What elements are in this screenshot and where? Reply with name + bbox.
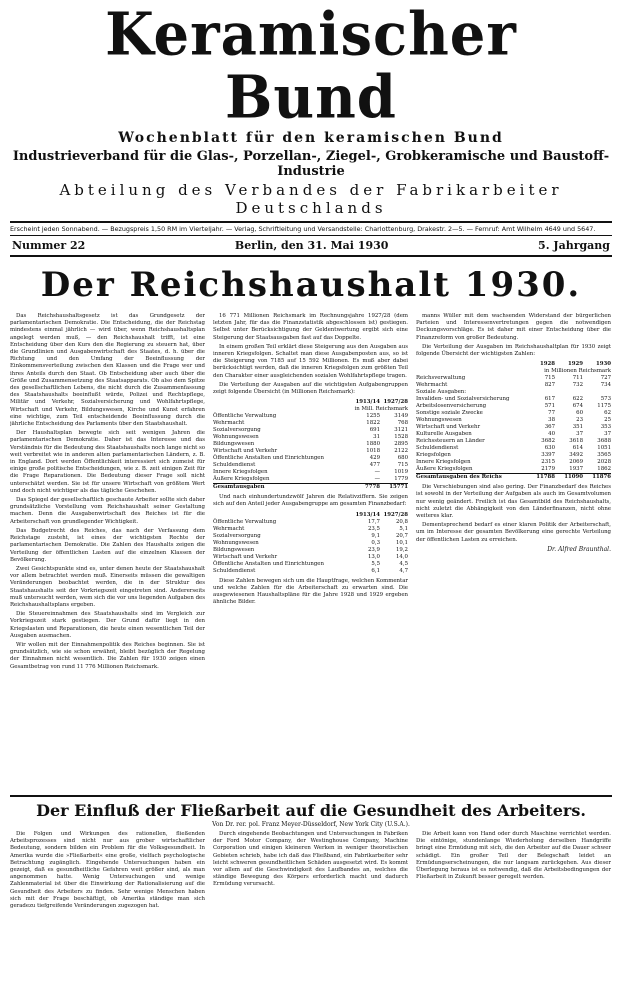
table-cell: 6,1 — [371, 567, 380, 574]
paragraph: Die Arbeit kann von Hand oder durch Maschine verrichtet werden. Die eintönige, stundenlange Wiederholung derselben Handgriffe bringt eine Ermüdung mit sich, die den Arbeiter auf die Dauer schwer schädigt. Ein großer Teil der Belegschaft leidet an Ermüdungserscheinungen, die nur langsam zurückgehen. Aus dieser Überlegung heraus ist es notwendig, daß die Arbeitsbedingungen der Fließarbeit in Zukunft besser geregelt werden. — [416, 831, 611, 881]
table-cell: 14,0 — [395, 553, 408, 560]
table-row — [213, 540, 408, 547]
table-cell: 7778 — [352, 484, 380, 492]
table-cell: 715 — [544, 375, 555, 382]
table-cell: 367 — [544, 424, 555, 431]
table-cell: 38 — [548, 417, 555, 424]
table-cell: Kulturelle Ausgaben — [416, 431, 472, 438]
table-cell: 4,7 — [399, 567, 408, 574]
table-row — [213, 568, 408, 575]
paragraph: Das Budgetrecht des Reiches, das nach der Verfassung dem Reichstage zusteht, ist eines der wichtigsten Rechte der parlamentarischen Demokratie. Die Zahlen des Haushalts zeigen die Verteilung der öffentlichen Lasten auf die einzelnen Klassen der Bevölkerung. — [10, 527, 205, 563]
table-cell: 17,7 — [367, 518, 380, 525]
paragraph: Dementsprechend bedarf es einer klaren Politik der Arbeiterschaft, um im Interesse der gesamten Bevölkerung eine gerechte Verteilung der öffentlichen Lasten zu erreichen. — [416, 522, 611, 543]
table-header-cell — [213, 399, 352, 406]
table-header-row — [213, 399, 408, 406]
table-cell: 351 — [572, 424, 583, 431]
paragraph: 16 771 Millionen Reichsmark im Rechnungsjahre 1927/28 (dem letzten Jahr, für das die Finanzstatistik abgeschlossen ist) gestiegen. Selbst unter Berücksichtigung der Geldentwertung ergibt sich eine Steigerung der Staatsausgaben fast auf das Doppelte. — [213, 313, 408, 341]
table-cell: 13,0 — [367, 553, 380, 560]
table-cell: Wirtschaft und Verkehr — [213, 448, 278, 455]
issue-number: Nummer 22 — [12, 239, 86, 252]
table-cell: 60 — [576, 410, 583, 417]
table-cell: 3688 — [597, 438, 611, 445]
table-cell: Wohnungswesen — [213, 539, 259, 546]
table-cell: Öffentliche Anstalten und Einrichtungen — [213, 455, 324, 462]
table-cell: 11788 — [527, 474, 555, 482]
table-cell: 3618 — [569, 438, 583, 445]
issue-date: Berlin, den 31. Mai 1930 — [234, 239, 389, 252]
table-cell: 5,5 — [371, 560, 380, 567]
table-cell: Kriegsfolgen — [416, 452, 451, 459]
table-cell: 23 — [576, 417, 583, 424]
table-cell: 734 — [600, 382, 611, 389]
table-cell: 1880 — [366, 441, 380, 448]
article2-byline: Von Dr. rer. pol. Franz Meyer-Düsseldorf, New York City (U.S.A.). — [212, 821, 410, 828]
article-columns — [10, 313, 612, 791]
table-header-cell: 1927/28 — [383, 511, 408, 518]
table-cell: 10,1 — [395, 539, 408, 546]
table-header-cell: 1930 — [595, 361, 611, 368]
table-cell: 768 — [397, 420, 408, 427]
article2-title: Der Einfluß der Fließarbeit auf die Gesundheit des Arbeiters. — [36, 801, 586, 820]
table-cell: 2122 — [394, 448, 408, 455]
table-cell: 1018 — [366, 448, 380, 455]
table-row — [213, 519, 408, 526]
table-cell: Sozialversorgung — [213, 427, 261, 434]
table-cell: 429 — [369, 455, 380, 462]
table-cell: Reichssteuern an Länder — [416, 438, 485, 445]
table-cell: 1779 — [394, 476, 408, 483]
table-body — [416, 375, 611, 474]
paragraph: Die Steuereinnahmen des Staatshaushalts sind im Vergleich zur Vorkriegszeit stark gestiegen. Der Grund dafür liegt in den Kriegslasten und Reparationen, die heute einen wesentlichen Teil der Ausgaben ausmachen. — [10, 611, 205, 639]
table-cell: 2179 — [541, 466, 555, 473]
table-cell: 77 — [548, 410, 555, 417]
table-cell: Bildungswesen — [213, 546, 255, 553]
table-cell: Gesamtausgaben — [213, 484, 352, 492]
table-total-row — [213, 484, 408, 492]
table-cell: 727 — [600, 375, 611, 382]
newspaper-page — [10, 0, 612, 910]
table-cell: 62 — [604, 410, 611, 417]
table-row — [213, 561, 408, 568]
table-cell: 1937 — [569, 466, 583, 473]
column-1 — [10, 313, 205, 791]
table-row — [213, 434, 408, 441]
table-row — [213, 441, 408, 448]
table-cell: Schuldendienst — [416, 445, 459, 452]
table-cell: 3121 — [394, 427, 408, 434]
table-cell: 622 — [572, 396, 583, 403]
table-cell: Sonstige soziale Zwecke — [416, 410, 483, 417]
table-row — [213, 533, 408, 540]
table-cell: 3682 — [541, 438, 555, 445]
table-cell: 1255 — [366, 413, 380, 420]
table-cell: 4,5 — [399, 560, 408, 567]
paragraph: Diese Zahlen bewegen sich um die Hauptfrage, welchen Kommentar und welche Zahlen für die Arbeiterschaft zu erwarten sind. Die ausgewiesenen Haushaltspläne für die Jahre 1928 und 1929 ergeben ähnliche Bilder. — [213, 577, 408, 606]
masthead-department: Abteilung des Verbandes der Fabrikarbeiter Deutschlands — [59, 181, 563, 217]
article2-columns — [10, 831, 612, 981]
article2-column-2 — [213, 831, 408, 981]
table-total-row — [416, 474, 611, 482]
table-row — [416, 389, 611, 396]
table-cell: Gesamtausgaben des Reichs — [416, 474, 527, 482]
table-cell: 1822 — [366, 420, 380, 427]
table-cell: 0,3 — [371, 539, 380, 546]
table-cell: 37 — [576, 431, 583, 438]
table-header-cell — [213, 512, 352, 519]
table-cell: Wohnungswesen — [213, 434, 259, 441]
table-cell: Innere Kriegsfolgen — [213, 469, 268, 476]
table-cell: 20,7 — [395, 532, 408, 539]
table-row — [416, 410, 611, 417]
table-header-cell — [416, 361, 527, 368]
table-row — [416, 375, 611, 382]
table-cell: 715 — [397, 462, 408, 469]
column-2 — [213, 313, 408, 791]
table-row — [416, 424, 611, 431]
article2-column-3 — [416, 831, 611, 981]
masthead-subtitle: Wochenblatt für den keramischen Bund — [118, 130, 504, 146]
table-row — [213, 427, 408, 434]
paragraph: Die Verteilung der Ausgaben im Reichshaushaltplan für 1930 zeigt folgende Übersicht der wichtigsten Zahlen: — [416, 343, 611, 358]
paragraph: Der Haushaltsplan bewegte sich seit wenigen Jahren die parlamentarischen Demokratie. Daher ist das Interesse und das Verständnis für die Bedeutung des Staatshaushalts noch lange nicht so weit verbreitet wie in anderen alten parlamentarischen Ländern, z. B. in England. Dort werden Öffentlichkeit interessiert sich zumeist für einige große politische Entscheidungen, wie z. B. zeit einigen Zeit für die Frage Reparationen. Die Bedeutung dieser Frage soll nicht unterschätzt werden. Sie ist für unsere Wirtschaft von größtem Wert und doch nicht wichtiger als das tägliche Geschehen. — [10, 430, 205, 494]
table-cell: Sozialversorgung — [213, 532, 261, 539]
table-row — [416, 438, 611, 445]
table-unit: in Millionen Reichsmark — [544, 368, 611, 375]
table-cell: 23,9 — [367, 546, 380, 553]
table-cell: Arbeitslosenversicherung — [416, 403, 487, 410]
table-cell: 25 — [604, 417, 611, 424]
table-cell: Wirtschaft und Verkehr — [213, 553, 278, 560]
masthead-industries: Industrieverband für die Glas-, Porzellan-, Ziegel-, Grobkeramische und Baustoff-Industrie — [12, 149, 610, 179]
table-cell: 11090 — [555, 474, 583, 482]
table-cell: 1862 — [597, 466, 611, 473]
section-divider — [10, 795, 612, 797]
table-row — [416, 382, 611, 389]
table-cell: 5,1 — [399, 525, 408, 532]
table-cell: 9,1 — [371, 532, 380, 539]
table-row — [213, 462, 408, 469]
table-cell — [527, 389, 555, 396]
table-cell: 19,2 — [395, 546, 408, 553]
table-cell — [583, 389, 611, 396]
table-row — [213, 526, 408, 533]
table-cell: Schuldendienst — [213, 462, 256, 469]
table-cell: Öffentliche Verwaltung — [213, 413, 277, 420]
table-cell: 1175 — [597, 403, 611, 410]
paragraph: Die Verteilung der Ausgaben auf die wichtigsten Aufgabengruppen zeigt folgende Übersicht (in Millionen Reichsmark): — [213, 381, 408, 396]
budget-table-1928-1930 — [416, 361, 611, 481]
issue-year: 5. Jahrgang — [538, 239, 610, 252]
table-row — [213, 413, 408, 420]
publication-info: Erscheint jeden Sonnabend. — Bezugspreis 1,50 RM im Vierteljahr. — Verlag, Schriftleitung und Versandstelle: Charlottenburg, Drakestr. 2—5. — Fernruf: Amt Wilhelm 4649 und 5647. — [10, 221, 612, 236]
table-row — [416, 466, 611, 474]
expenditure-table-relative — [213, 512, 408, 575]
table-row — [213, 554, 408, 561]
table-header-cell: 1913/14 — [355, 511, 380, 518]
table-unit-row — [416, 368, 611, 375]
table-body — [213, 519, 408, 575]
table-cell: 23,5 — [367, 525, 380, 532]
table-cell: 3149 — [394, 413, 408, 420]
table-cell: 617 — [544, 396, 555, 403]
paragraph: Wir wollen mit der Einnahmenpolitik des Reiches beginnen. Sie ist grundsätzlich, wie sie schon erwähnt, bleibt bezüglich der Regelung der Einnahmen nicht wesentlich. Die Zahlen für 1930 zeigen einen Gesamtbetrag von rund 11 776 Millionen Reichsmark. — [10, 641, 205, 670]
table-cell: Bildungswesen — [213, 441, 255, 448]
table-cell: Öffentliche Anstalten und Einrichtungen — [213, 560, 324, 567]
paragraph: Und nach einhundertundzwölf Jahren die Relativziffern. Sie zeigen sich auf den Anteil jeder Ausgabengruppe am gesamten Finanzbedarf: — [213, 494, 408, 508]
paragraph: Das Reichshaushaltsgesetz ist das Grundgesetz der parlamentarischen Demokratie. Die Entscheidung, die der Reichstag mindestens einmal jährlich — wird über, wenn Reichshaushaltsplan angelegt werden muß, — den Reichshaushalt trifft, ist eine Entscheidung über den Kurs den die Regierung zu steuern hat, über die Grundlinien und Ausgabenwirtschaft des Staates, d. h. über die Richtung und den Umfang der Beeinflussung der Einkommensverteilung zwischen den Klassen und die Frage wer und ihres Anteils durch den Staat. Ob Entscheidung aber auch über die Größe und Zusammensetzung des Staatsapparats. Ob also dem Spitze des gesellschaftlichen Lebens, die nicht durch die Zusammenfassung des Staatshaushalts beeinflußt würde, Polizei und Rechtspflege, Militär und Verkehr, Sozialversicherung und Wohlfahrtspflege, Wirtschaft und Verkehr, Bildungswesen, Kirche und Kunst erfahren eine wichtige, zum Teil entscheidende Beeinflussung durch die jährliche Entscheidung des Parlaments über den Staatshaushalt. — [10, 313, 205, 428]
table-header-row — [213, 512, 408, 519]
table-cell: 20,8 — [395, 518, 408, 525]
table-cell: 573 — [600, 396, 611, 403]
table-row — [416, 417, 611, 424]
table-cell: 1051 — [597, 445, 611, 452]
table-header-cell: 1929 — [567, 361, 583, 368]
table-cell: Reichsverwaltung — [416, 375, 466, 382]
expenditure-table-absolute — [213, 399, 408, 491]
table-cell — [555, 389, 583, 396]
table-cell: Äußere Kriegsfolgen — [416, 466, 473, 473]
headline: Der Reichshaushalt 1930. — [40, 265, 582, 305]
table-cell: Wohnungswesen — [416, 417, 462, 424]
table-row — [213, 476, 408, 484]
table-cell: Innere Kriegsfolgen — [416, 459, 471, 466]
paragraph: Durch eingehende Beobachtungen und Untersuchungen in Fabriken der Ford Motor Company, der Westinghouse Company, Machine Corporation und einigen kleineren Werken in weniger theoretischen Gebieten schrieb, habe ich daß das Fließband, ein Fabrikarbeiter sehr leicht schweren gesundheitlichen Schäden ausgesetzt wird. Es kommt vor allem auf die Geschwindigkeit des Laufbandes an, welches die ständige Bewegung des Körpers erforderlich macht und dadurch Ermüdung verursacht. — [213, 831, 408, 888]
column-3 — [416, 313, 611, 791]
article2-column-1 — [10, 831, 205, 981]
table-row — [416, 396, 611, 403]
paragraph: Zwei Gesichtspunkte sind es, unter denen heute der Staatshaushalt vor allem betrachtet werden muß. Einerseits müssen die gewaltigen Veränderungen beobachtet werden, die in der Struktur des Staatshaushalts seit der Vorkriegszeit eingetreten sind. Andererseits muß untersucht werden, wem sich die vor uns liegenden Aufgaben des Reichshaushaltsplans ergeben. — [10, 565, 205, 608]
table-cell: 37 — [604, 431, 611, 438]
paragraph: manns Wüller mit dem wachsenden Widerstand der bürgerlichen Parteien und Interessenvertretungen gegen die notwendigen Deckungsvorschläge. Es ist daher mit einer Entscheidung über die Finanzreform von großer Bedeutung. — [416, 313, 611, 341]
table-cell: 31 — [373, 434, 380, 441]
table-cell: 2028 — [597, 459, 611, 466]
table-row — [416, 403, 611, 410]
table-row — [213, 455, 408, 462]
table-header-cell: 1927/28 — [383, 399, 408, 406]
table-cell: — — [374, 476, 380, 483]
table-row — [416, 431, 611, 438]
issue-bar — [10, 236, 612, 257]
table-body — [213, 413, 408, 484]
table-cell: 680 — [397, 455, 408, 462]
table-cell: 571 — [544, 403, 555, 410]
table-unit: in Mill. Reichsmark — [354, 406, 408, 413]
table-cell: 827 — [544, 382, 555, 389]
table-header-row — [416, 361, 611, 368]
table-header-cell: 1928 — [539, 361, 555, 368]
table-cell: Schuldendienst — [213, 567, 256, 574]
table-cell: 614 — [572, 445, 583, 452]
table-row — [416, 452, 611, 459]
table-cell: Invaliden- und Sozialversicherung — [416, 396, 510, 403]
table-cell: 691 — [369, 427, 380, 434]
paragraph: Die Folgen und Wirkungen des rationellen, fließenden Arbeitsprozesses sind nicht nur aus grober wirtschaftlicher Bedeutung, sondern bilden ein Problem für die Volksgesundheit. In Amerika wurde die »Fließarbeit« eine große, vielfach psychologische Betrachtung zugänglich. Eingehende Untersuchungen haben ein gezeigt, daß es gesundheitliche Gefahren weit größer sind, als man angenommen hatte. Wenig Untersuchungen und wenige Zahlenmaterial ist über die Einwirkung der Rationalisierung auf die Gesundheit des Arbeiters zu finden. Sehr wenige Menschen haben sich mit der Frage beschäftigt, ob Amerika ständige man sich geradezu tiefgreifende Veränderungen zugezogen hat. — [10, 831, 205, 910]
table-cell: Äußere Kriegsfolgen — [213, 476, 270, 483]
table-row — [416, 445, 611, 452]
table-cell: 353 — [600, 424, 611, 431]
table-row — [213, 420, 408, 427]
table-cell: 1528 — [394, 434, 408, 441]
table-cell: 40 — [548, 431, 555, 438]
author-signature: Dr. Alfred Braunthal. — [547, 545, 611, 553]
table-header-cell: 1913/14 — [355, 399, 380, 406]
table-cell: — — [374, 469, 380, 476]
table-cell: 3492 — [569, 452, 583, 459]
table-cell: 1019 — [394, 469, 408, 476]
table-cell: Wehrmacht — [213, 420, 245, 427]
table-cell: 630 — [544, 445, 555, 452]
table-cell: Öffentliche Verwaltung — [213, 518, 277, 525]
paragraph: Das Spiegel der gesellschaftlich geschaute Arbeiter sollte sich daher grundsätzliche Vorstellung vom Reichshaushalt seiner Gestaltung machen. Denn die Ausgabenwirtschaft des Reiches ist für die Arbeiterschaft von grundlegender Wichtigkeit. — [10, 497, 205, 525]
table-cell: 3397 — [541, 452, 555, 459]
table-cell: 732 — [572, 382, 583, 389]
table-cell: 11876 — [583, 474, 611, 482]
table-cell: 2895 — [394, 441, 408, 448]
table-cell: 3565 — [597, 452, 611, 459]
table-row — [213, 547, 408, 554]
table-cell: 2069 — [569, 459, 583, 466]
paragraph: In einem großen Teil erklärt diese Steigerung aus den Ausgaben aus inneren Kriegsfolgen. Schaltet man diese Ausgabenposten aus, so ist die Steigerung von 7185 auf 15 592 Millionen. Es muß aber dabei berücksichtigt werden, daß die inneren Kriegsfolgen zum größten Teil den Charakter einer ausgleichenden sozialen Wohlfahrtspflege tragen. — [213, 343, 408, 379]
table-cell: 477 — [369, 462, 380, 469]
table-cell: 2315 — [541, 459, 555, 466]
masthead-title: Keramischer Bund — [105, 0, 517, 133]
table-cell: 711 — [572, 375, 583, 382]
table-cell: Wehrmacht — [416, 382, 448, 389]
table-cell: 674 — [572, 403, 583, 410]
paragraph: Die Verschiebungen sind also gering. Der Finanzbedarf des Reiches ist sowohl in der Verteilung der Aufgaben als auch im Gesamtvolumen nur wenig geändert. Freilich ist das Gesamtbild des Reichshaushalts, nicht zuletzt die Abhängigkeit von den Länderfinanzen, nicht ohne weiteres klar. — [416, 484, 611, 520]
table-cell: Wehrmacht — [213, 525, 245, 532]
table-cell: Wirtschaft und Verkehr — [416, 424, 481, 431]
table-cell: Soziale Ausgaben: — [416, 389, 467, 396]
table-cell: 15771 — [380, 484, 408, 492]
